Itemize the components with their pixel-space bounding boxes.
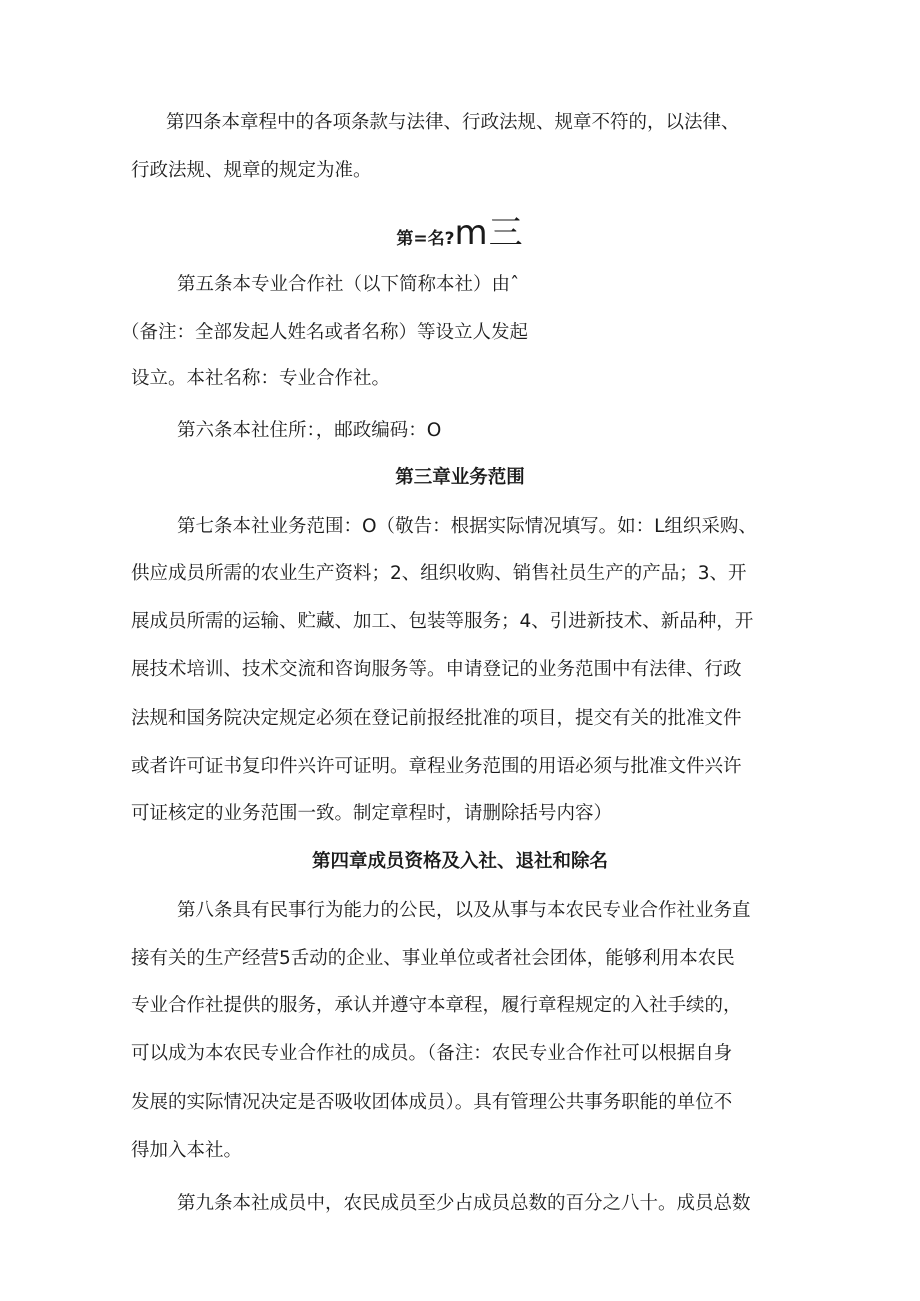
article-8-line-3: 专业合作社提供的服务，承认并遵守本章程，履行章程规定的入社手续的，	[131, 995, 742, 1016]
article-7-line-7: 可证核定的业务范围一致。制定章程时，请删除括号内容）	[131, 803, 613, 824]
article-7-line-3: 展成员所需的运输、贮藏、加工、包装等服务；4、引进新技术、新品种，开	[131, 611, 754, 632]
article-5-line-2: （备注：全部发起人姓名或者名称）等设立人发起	[121, 322, 529, 343]
article-7-line-5: 法规和国务院决定规定必须在登记前报经批准的项目，提交有关的批准文件	[131, 708, 742, 729]
article-8-line-6: 得加入本社。	[131, 1140, 243, 1161]
article-7-line-1: 第七条本社业务范围：O（敬告：根据实际情况填写。如：L组织采购、	[177, 516, 757, 537]
article-5-line-1: 第五条本专业合作社（以下简称本社）由ˆ	[177, 274, 520, 295]
article-9-line-1: 第九条本社成员中，农民成员至少占成员总数的百分之八十。成员总数	[177, 1193, 751, 1214]
article-8-line-2: 接有关的生产经营5舌动的企业、事业单位或者社会团体，能够利用本农民	[131, 948, 735, 969]
article-7-line-6: 或者许可证书复印件兴许可证明。章程业务范围的用语必须与批准文件兴许	[131, 756, 742, 777]
chapter-3-heading: 第三章业务范围	[395, 467, 525, 488]
article-7-line-2: 供应成员所需的农业生产资料；2、组织收购、销售社员生产的产品；3、开	[131, 563, 747, 584]
article-4-line-1: 第四条本章程中的各项条款与法律、行政法规、规章不符的，以法律、	[166, 112, 740, 133]
article-4-line-2: 行政法规、规章的规定为准。	[131, 160, 372, 181]
article-8-line-4: 可以成为本农民专业合作社的成员。（备注：农民专业合作社可以根据自身	[131, 1043, 733, 1064]
article-6-line-1: 第六条本社住所：，邮政编码：O	[177, 420, 442, 441]
chapter-4-heading: 第四章成员资格及入社、退社和除名	[311, 851, 608, 872]
garbled-heading-text: 第=名?	[396, 229, 455, 249]
garbled-chapter-heading	[0, 213, 920, 253]
article-8-line-1: 第八条具有民事行为能力的公民，以及从事与本农民专业合作社业务直	[177, 900, 751, 921]
article-5-line-3: 设立。本社名称：专业合作社。	[131, 368, 391, 389]
article-8-line-5: 发展的实际情况决定是否吸收团体成员）。具有管理公共事务职能的单位不	[131, 1092, 733, 1113]
article-7-line-4: 展技术培训、技术交流和咨询服务等。申请登记的业务范围中有法律、行政	[131, 659, 742, 680]
garbled-heading-glyphs: m三	[454, 213, 524, 253]
